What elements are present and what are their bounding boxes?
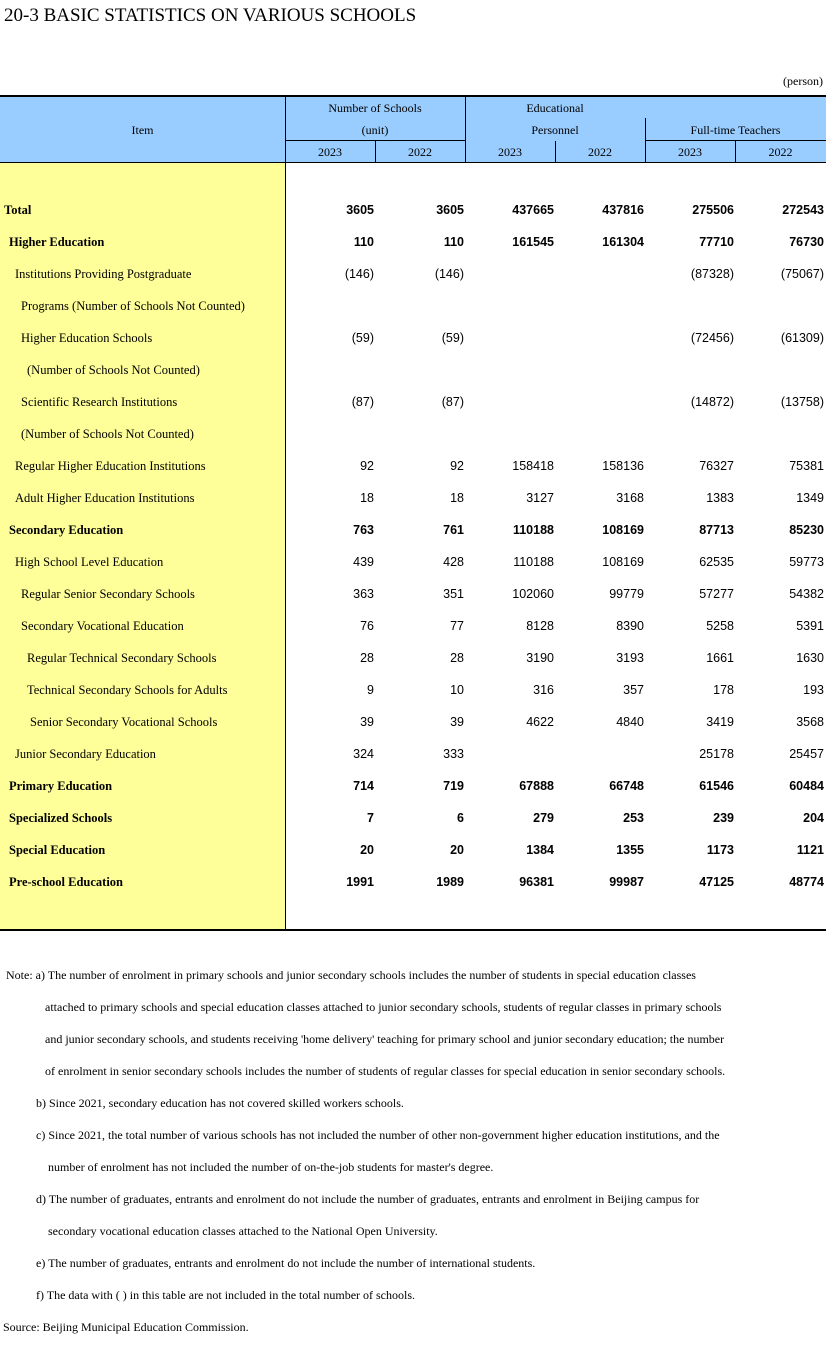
cell-value: 92: [450, 459, 464, 473]
cell-value: 76730: [789, 235, 824, 249]
row-label: Regular Technical Secondary Schools: [27, 651, 217, 665]
cell-value: (61309): [780, 331, 824, 345]
row-label: Programs (Number of Schools Not Counted): [21, 299, 245, 313]
cell-value: 25457: [789, 747, 824, 761]
note-line: Note: a) The number of enrolment in primary schools and junior secondary schools includes the number of students in special education classes: [6, 968, 696, 982]
row-label: Primary Education: [9, 779, 113, 793]
cell-value: 275506: [692, 203, 734, 217]
row-label: Total: [4, 203, 32, 217]
cell-value: 439: [353, 555, 374, 569]
cell-value: 20: [450, 843, 464, 857]
cell-value: 316: [533, 683, 554, 697]
row-label: Scientific Research Institutions: [21, 395, 178, 409]
cell-value: 1355: [616, 843, 644, 857]
note-line: secondary vocational education classes attached to the National Open University.: [48, 1224, 438, 1238]
cell-value: (146): [434, 267, 464, 281]
cell-value: 3168: [616, 491, 644, 505]
table-row: [0, 322, 826, 354]
note-line: attached to primary schools and special education classes attached to junior secondary schools, students of regular classes in primary schools: [45, 1000, 722, 1014]
cell-value: 47125: [699, 875, 734, 889]
cell-value: 5391: [796, 619, 824, 633]
source-line: Source: Beijing Municipal Education Commission.: [3, 1320, 249, 1334]
table-row: [0, 802, 826, 834]
note-line: c) Since 2021, the total number of various schools has not included the number of other non-government higher education institutions, and the: [36, 1128, 720, 1142]
cell-value: 1121: [796, 843, 824, 857]
cell-value: 363: [353, 587, 374, 601]
note-line: f) The data with ( ) in this table are not included in the total number of schools.: [36, 1288, 416, 1302]
cell-value: 161304: [602, 235, 644, 249]
note-line: d) The number of graduates, entrants and enrolment do not include the number of graduates, entrants and enrolment in Beijing campus for: [36, 1192, 700, 1206]
table-row: [0, 514, 826, 546]
table-row: [0, 770, 826, 802]
header-teachers: Full-time Teachers: [690, 123, 781, 137]
table-row: [0, 226, 826, 258]
header-year-schools-2022: 2022: [408, 145, 432, 159]
cell-value: 108169: [602, 523, 644, 537]
cell-value: 437665: [512, 203, 554, 217]
row-label: Adult Higher Education Institutions: [15, 491, 195, 505]
row-label: Technical Secondary Schools for Adults: [27, 683, 228, 697]
cell-value: 204: [803, 811, 824, 825]
table-bottom-rule: [0, 929, 826, 931]
cell-value: 20: [360, 843, 374, 857]
cell-value: 62535: [699, 555, 734, 569]
cell-value: 763: [353, 523, 374, 537]
cell-value: 279: [533, 811, 554, 825]
cell-value: 333: [443, 747, 464, 761]
table-row: [0, 386, 826, 418]
table-row: [0, 194, 826, 226]
cell-value: 48774: [789, 875, 824, 889]
row-label: (Number of Schools Not Counted): [21, 427, 194, 441]
table-row: [0, 738, 826, 770]
cell-value: (146): [344, 267, 374, 281]
cell-value: 8128: [526, 619, 554, 633]
cell-value: (87328): [690, 267, 734, 281]
cell-value: 719: [443, 779, 464, 793]
note-line: b) Since 2021, secondary education has not covered skilled workers schools.: [36, 1096, 404, 1110]
cell-value: (72456): [690, 331, 734, 345]
cell-value: 60484: [789, 779, 824, 793]
table-row: [0, 610, 826, 642]
cell-value: 39: [450, 715, 464, 729]
header-year-personnel-2022: 2022: [588, 145, 612, 159]
cell-value: 87713: [699, 523, 734, 537]
table-row: [0, 706, 826, 738]
note-line: of enrolment in senior secondary schools includes the number of students of regular classes for special education in senior secondary schools.: [45, 1064, 726, 1078]
cell-value: 1989: [436, 875, 464, 889]
table-row: [0, 642, 826, 674]
cell-value: (59): [441, 331, 464, 345]
table-row: [0, 674, 826, 706]
cell-value: 357: [623, 683, 644, 697]
note-line: e) The number of graduates, entrants and enrolment do not include the number of international students.: [36, 1256, 536, 1270]
cell-value: 253: [623, 811, 644, 825]
cell-value: 75381: [789, 459, 824, 473]
cell-value: (87): [441, 395, 464, 409]
table-row: [0, 258, 826, 290]
cell-value: 1661: [706, 651, 734, 665]
cell-value: 3127: [526, 491, 554, 505]
table-row: [0, 450, 826, 482]
cell-value: 99779: [609, 587, 644, 601]
header-item: Item: [131, 123, 154, 137]
row-label: Secondary Vocational Education: [21, 619, 184, 633]
cell-value: 714: [353, 779, 374, 793]
cell-value: 66748: [609, 779, 644, 793]
cell-value: 67888: [519, 779, 554, 793]
table-row: [0, 834, 826, 866]
cell-value: 9: [367, 683, 374, 697]
cell-value: 1630: [796, 651, 824, 665]
cell-value: (14872): [690, 395, 734, 409]
note-line: number of enrolment has not included the number of on-the-job students for master's degree.: [48, 1160, 494, 1174]
row-label: Senior Secondary Vocational Schools: [30, 715, 218, 729]
table-row: [0, 354, 826, 386]
row-label: (Number of Schools Not Counted): [27, 363, 200, 377]
row-label: Specialized Schools: [9, 811, 113, 825]
header-year-teachers-2022: 2022: [768, 145, 793, 159]
cell-value: 28: [360, 651, 374, 665]
cell-value: 158418: [512, 459, 554, 473]
cell-value: 3568: [796, 715, 824, 729]
cell-value: 1383: [706, 491, 734, 505]
row-label: Secondary Education: [9, 523, 124, 537]
row-label: Regular Senior Secondary Schools: [21, 587, 195, 601]
table-row: [0, 546, 826, 578]
cell-value: 4622: [526, 715, 554, 729]
cell-value: 96381: [519, 875, 554, 889]
header-year-schools-2023: 2023: [318, 145, 342, 159]
cell-value: (75067): [780, 267, 824, 281]
cell-value: 76: [360, 619, 374, 633]
cell-value: 25178: [699, 747, 734, 761]
cell-value: 5258: [706, 619, 734, 633]
cell-value: 108169: [602, 555, 644, 569]
table-row: [0, 290, 826, 322]
row-label: Higher Education Schools: [21, 331, 153, 345]
cell-value: 239: [713, 811, 734, 825]
cell-value: 437816: [602, 203, 644, 217]
cell-value: 92: [360, 459, 374, 473]
cell-value: 1384: [526, 843, 554, 857]
header-schools-line1: Number of Schools: [328, 101, 422, 115]
cell-value: 99987: [609, 875, 644, 889]
cell-value: 77710: [699, 235, 734, 249]
cell-value: 10: [450, 683, 464, 697]
cell-value: 18: [450, 491, 464, 505]
cell-value: 110188: [512, 523, 554, 537]
unit-label: (person): [783, 74, 823, 88]
table-row: [0, 866, 826, 898]
cell-value: 77: [450, 619, 464, 633]
cell-value: 3193: [616, 651, 644, 665]
table-body: [0, 194, 826, 898]
row-label: Higher Education: [9, 235, 105, 249]
cell-value: 193: [803, 683, 824, 697]
row-label: Regular Higher Education Institutions: [15, 459, 206, 473]
cell-value: 3605: [436, 203, 464, 217]
header-year-personnel-2023: 2023: [498, 145, 522, 159]
cell-value: 59773: [789, 555, 824, 569]
cell-value: 18: [360, 491, 374, 505]
cell-value: 57277: [699, 587, 734, 601]
cell-value: 1173: [706, 843, 734, 857]
table-row: [0, 578, 826, 610]
header-personnel-line1: Educational: [526, 101, 584, 115]
row-label: Junior Secondary Education: [15, 747, 156, 761]
cell-value: 102060: [512, 587, 554, 601]
cell-value: 161545: [512, 235, 554, 249]
cell-value: 28: [450, 651, 464, 665]
header-personnel-line2: Personnel: [531, 123, 579, 137]
cell-value: 272543: [782, 203, 824, 217]
note-line: and junior secondary schools, and students receiving 'home delivery' teaching for primary school and junior secondary education; the number: [45, 1032, 725, 1046]
cell-value: 76327: [699, 459, 734, 473]
cell-value: 4840: [616, 715, 644, 729]
cell-value: 3419: [706, 715, 734, 729]
cell-value: 110188: [513, 555, 554, 569]
cell-value: 85230: [789, 523, 824, 537]
cell-value: 39: [360, 715, 374, 729]
cell-value: 761: [443, 523, 464, 537]
header-bottom-rule: [0, 162, 826, 163]
header-top-rule: [0, 95, 826, 97]
page-title: 20-3 BASIC STATISTICS ON VARIOUS SCHOOLS: [4, 5, 417, 26]
cell-value: (87): [351, 395, 374, 409]
cell-value: 1991: [346, 875, 374, 889]
cell-value: 1349: [796, 491, 824, 505]
cell-value: 324: [353, 747, 374, 761]
table-row: [0, 418, 826, 450]
cell-value: (59): [351, 331, 374, 345]
cell-value: 351: [443, 587, 464, 601]
cell-value: 61546: [699, 779, 734, 793]
row-label: Pre-school Education: [9, 875, 124, 889]
row-label: Institutions Providing Postgraduate: [15, 267, 192, 281]
cell-value: 178: [713, 683, 734, 697]
cell-value: 158136: [602, 459, 644, 473]
cell-value: 428: [443, 555, 464, 569]
cell-value: (13758): [780, 395, 824, 409]
cell-value: 3190: [526, 651, 554, 665]
cell-value: 7: [367, 811, 374, 825]
cell-value: 110: [353, 235, 374, 249]
row-label: Special Education: [9, 843, 106, 857]
cell-value: 6: [457, 811, 464, 825]
cell-value: 3605: [346, 203, 374, 217]
header-year-teachers-2023: 2023: [678, 145, 702, 159]
row-label: High School Level Education: [15, 555, 164, 569]
cell-value: 8390: [616, 619, 644, 633]
cell-value: 110: [443, 235, 464, 249]
table-row: [0, 482, 826, 514]
header-schools-line2: (unit): [361, 123, 389, 137]
cell-value: 54382: [789, 587, 824, 601]
